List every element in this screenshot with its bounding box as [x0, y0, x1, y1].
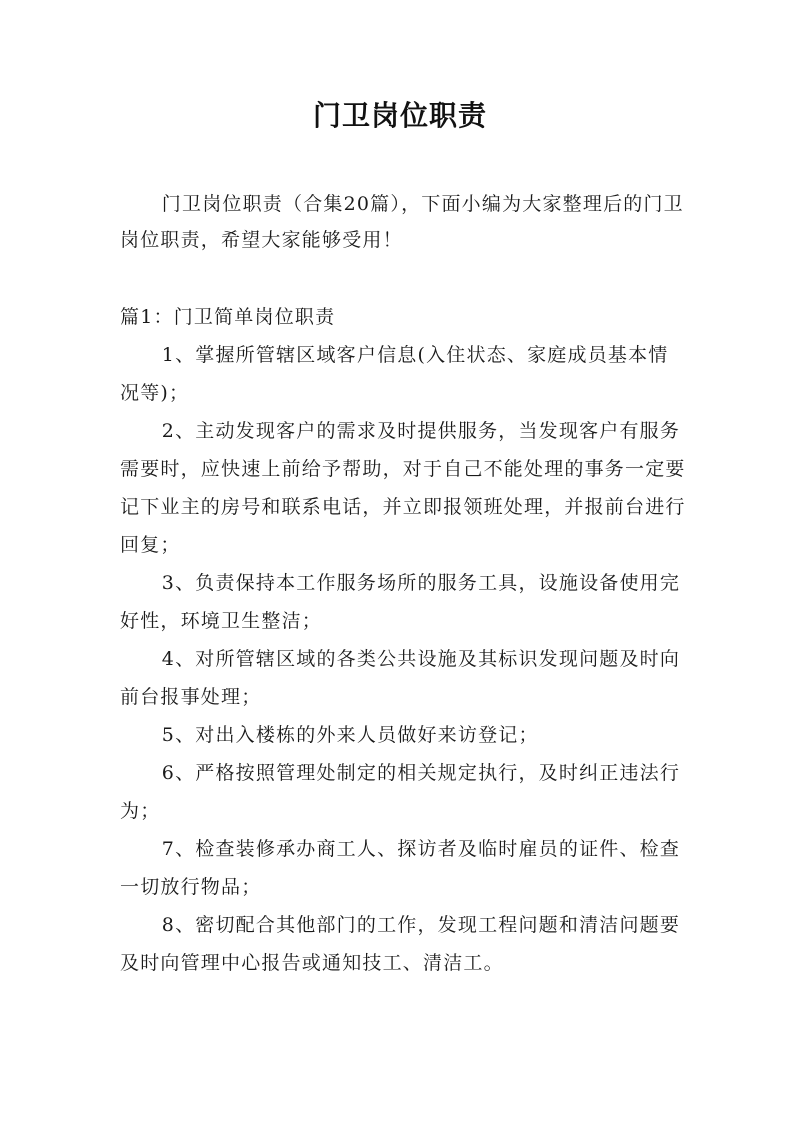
intro-block: [120, 186, 688, 258]
duty-item-7: 7、检查装修承办商工人、探访者及临时雇员的证件、检查一切放行物品；: [120, 838, 681, 898]
intro-paragraph: 门卫岗位职责（合集20篇），下面小编为大家整理后的门卫岗位职责，希望大家能够受用！: [120, 193, 684, 251]
duty-item-8: 8、密切配合其他部门的工作，发现工程问题和清洁问题要及时向管理中心报告或通知技工、清洁工。: [120, 914, 681, 974]
duty-item-3: 3、负责保持本工作服务场所的服务工具，设施设备使用完好性，环境卫生整洁；: [120, 572, 681, 632]
duty-item-1: 1、掌握所管辖区域客户信息(入住状态、家庭成员基本情况等)；: [120, 344, 669, 404]
duty-item-5: 5、对出入楼栋的外来人员做好来访登记；: [161, 724, 539, 746]
duty-item-2: 2、主动发现客户的需求及时提供服务，当发现客户有服务需要时，应快速上前给予帮助，对于自己不能处理的事务一定要记下业主的房号和联系电话，并立即报领班处理，并报前台进行回复；: [120, 420, 686, 556]
document-title: 门卫岗位职责: [312, 99, 487, 132]
duty-item-4: 4、对所管辖区域的各类公共设施及其标识发现问题及时向前台报事处理；: [120, 648, 681, 708]
section-1: [120, 298, 688, 982]
section-heading: 篇1：门卫简单岗位职责: [120, 306, 336, 328]
duty-item-6: 6、严格按照管理处制定的相关规定执行，及时纠正违法行为；: [120, 762, 681, 822]
